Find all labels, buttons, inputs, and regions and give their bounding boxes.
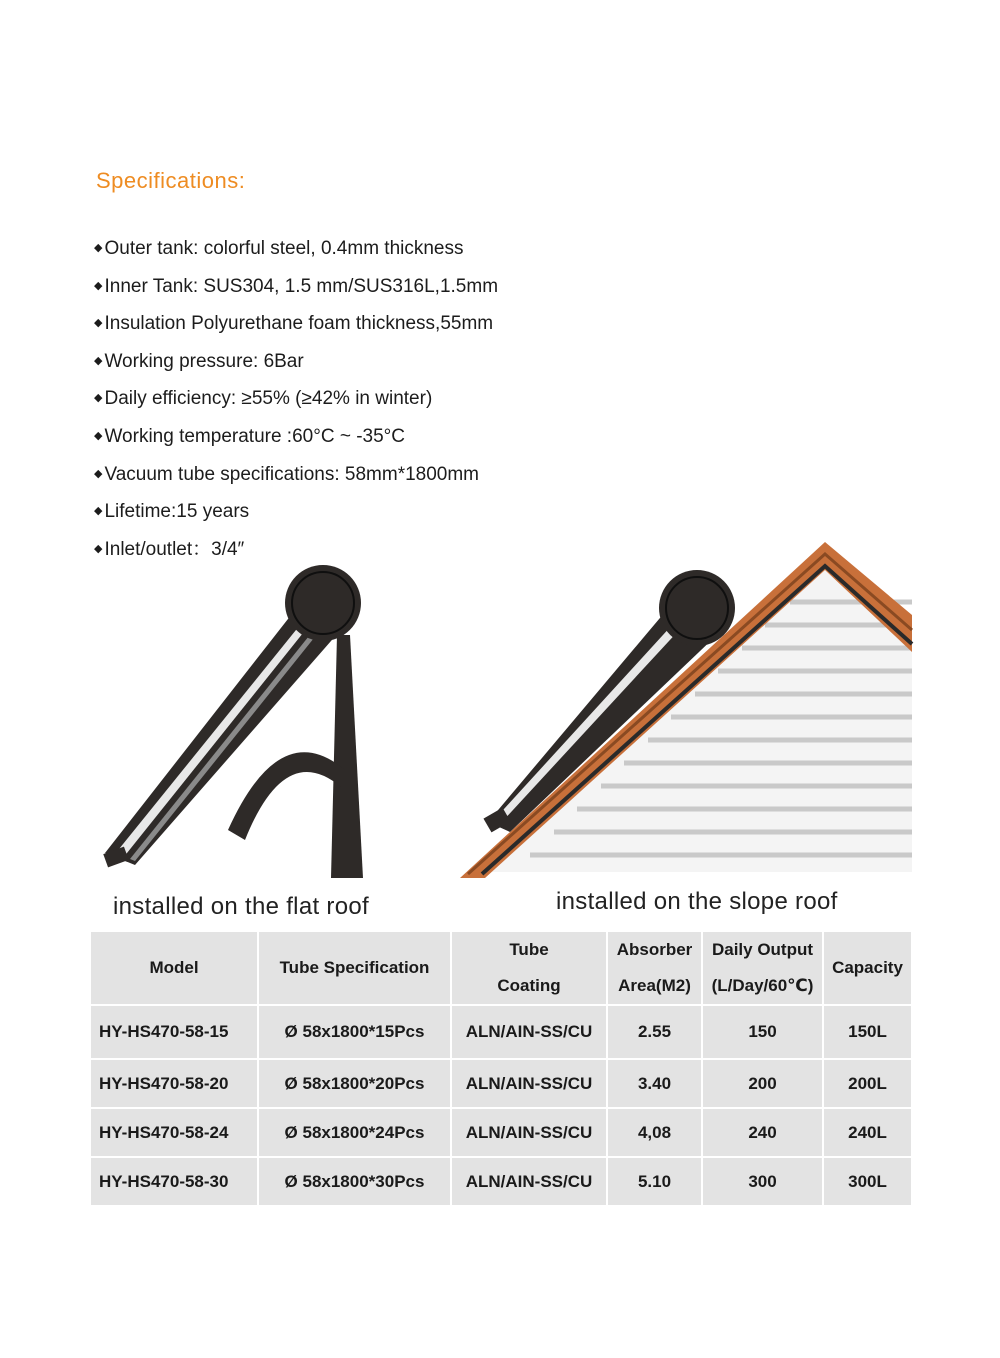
spec-item [94, 270, 498, 308]
header-absorber-area [607, 931, 702, 1005]
cell-tube: Ø 58x1800*15Pcs [258, 1005, 451, 1059]
cell-tube: Ø 58x1800*20Pcs [258, 1059, 451, 1108]
cell-area: 4,08 [607, 1108, 702, 1157]
table-row [90, 1108, 912, 1157]
header-absorber-line2: Area(M2) [618, 976, 691, 995]
cell-tube: Ø 58x1800*30Pcs [258, 1157, 451, 1206]
header-daily-output [702, 931, 823, 1005]
spec-item [94, 345, 498, 383]
table-header-row [90, 931, 912, 1005]
cell-capacity: 150L [823, 1005, 912, 1059]
cell-model: HY-HS470-58-30 [90, 1157, 258, 1206]
spec-item [94, 307, 498, 345]
cell-output: 200 [702, 1059, 823, 1108]
slope-roof-caption: installed on the slope roof [556, 888, 838, 915]
cell-capacity: 300L [823, 1157, 912, 1206]
flat-roof-caption: installed on the flat roof [113, 893, 369, 920]
diamond-bullet-icon: ◆ [94, 242, 103, 254]
header-model: Model [90, 931, 258, 1005]
spec-text: Lifetime:15 years [104, 501, 250, 523]
flat-roof-heater-illustration [95, 565, 385, 885]
table-row [90, 1005, 912, 1059]
spec-item [94, 232, 498, 270]
diamond-bullet-icon: ◆ [94, 467, 103, 480]
spec-list [94, 232, 498, 570]
diamond-bullet-icon: ◆ [94, 429, 103, 442]
header-tube-coating-line1: Tube [509, 940, 549, 959]
spec-item [94, 420, 498, 458]
arch-support-icon [228, 752, 345, 840]
spec-text: Working pressure: 6Bar [104, 350, 304, 372]
cell-output: 300 [702, 1157, 823, 1206]
header-tube-coating [451, 931, 607, 1005]
cell-capacity: 240L [823, 1108, 912, 1157]
table-row [90, 1157, 912, 1206]
cell-model: HY-HS470-58-15 [90, 1005, 258, 1059]
cell-area: 2.55 [607, 1005, 702, 1059]
header-tube-coating-line2: Coating [497, 976, 561, 995]
spec-item [94, 382, 498, 420]
header-absorber-line1: Absorber [616, 940, 693, 959]
diamond-bullet-icon: ◆ [94, 542, 103, 555]
cell-output: 150 [702, 1005, 823, 1059]
cell-model: HY-HS470-58-20 [90, 1059, 258, 1108]
spec-text: Inner Tank: SUS304, 1.5 mm/SUS316L,1.5mm [104, 275, 499, 297]
tank-icon [659, 570, 735, 646]
cell-coating: ALN/AIN-SS/CU [451, 1059, 607, 1108]
diamond-bullet-icon: ◆ [94, 279, 103, 292]
cell-tube: Ø 58x1800*24Pcs [258, 1108, 451, 1157]
spec-text: Outer tank: colorful steel, 0.4mm thickness [104, 238, 464, 259]
header-tube-spec: Tube Specification [258, 931, 451, 1005]
table-row [90, 1059, 912, 1108]
header-daily-line1: Daily Output [711, 940, 814, 959]
spec-item [94, 495, 498, 533]
cell-coating: ALN/AIN-SS/CU [451, 1005, 607, 1059]
spec-text: Vacuum tube specifications: 58mm*1800mm [104, 463, 480, 485]
diamond-bullet-icon: ◆ [94, 317, 103, 330]
slope-roof-heater-illustration [460, 540, 915, 880]
cell-coating: ALN/AIN-SS/CU [451, 1108, 607, 1157]
product-spec-table [89, 930, 913, 1207]
cell-capacity: 200L [823, 1059, 912, 1108]
tube-highlight-icon [115, 625, 307, 858]
spec-item [94, 458, 498, 496]
rear-leg-icon [331, 635, 363, 878]
spec-text: Working temperature :60°C ~ -35°C [104, 425, 405, 447]
header-daily-line2: (L/Day/60℃) [711, 976, 814, 995]
diamond-bullet-icon: ◆ [94, 505, 103, 518]
specifications-title: Specifications: [96, 168, 246, 193]
diamond-bullet-icon: ◆ [94, 354, 103, 367]
spec-text: Inlet/outlet：3/4″ [104, 538, 245, 560]
cell-area: 5.10 [607, 1157, 702, 1206]
cell-model: HY-HS470-58-24 [90, 1108, 258, 1157]
cell-output: 240 [702, 1108, 823, 1157]
cell-area: 3.40 [607, 1059, 702, 1108]
diamond-bullet-icon: ◆ [94, 392, 103, 405]
header-capacity: Capacity [823, 931, 912, 1005]
cell-coating: ALN/AIN-SS/CU [451, 1157, 607, 1206]
tank-icon [285, 565, 361, 641]
spec-text: Insulation Polyurethane foam thickness,55mm [104, 313, 494, 335]
spec-text: Daily efficiency: ≥55% (≥42% in winter) [104, 388, 433, 410]
